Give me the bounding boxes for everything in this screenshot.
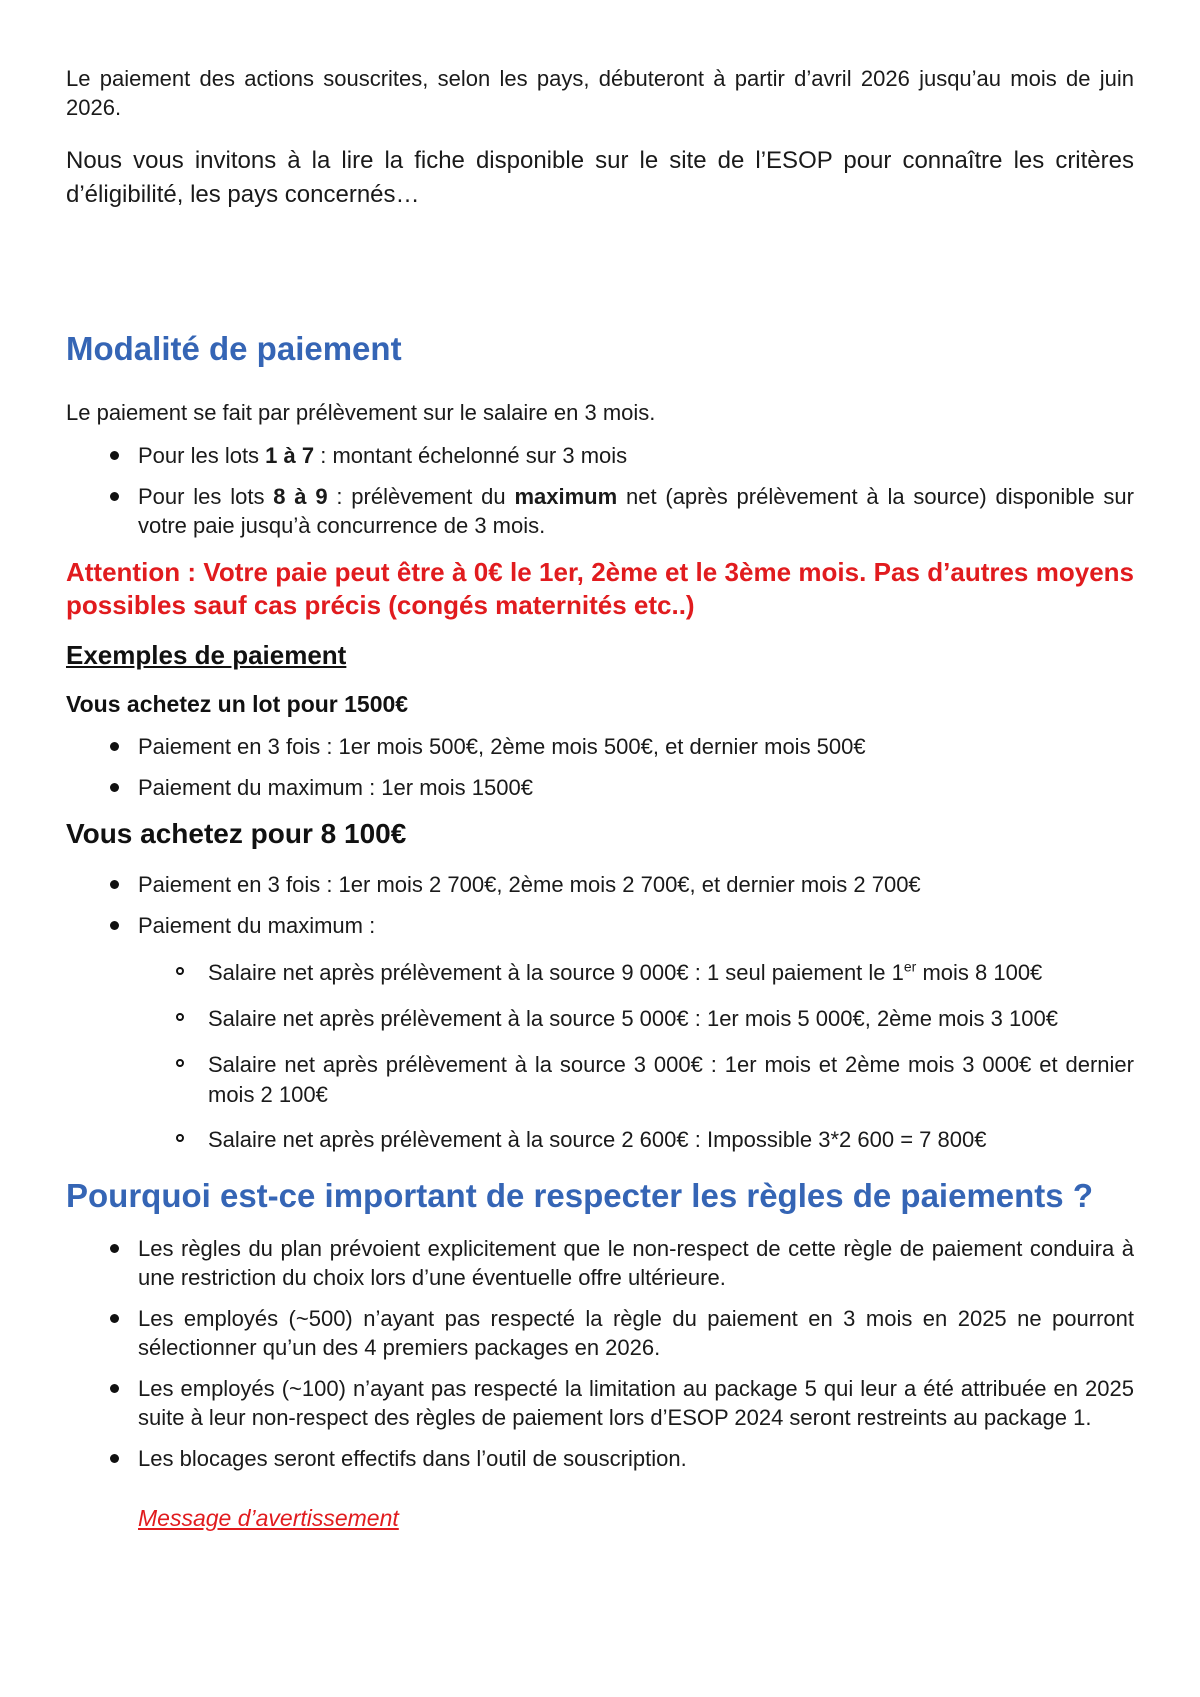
heading-why-respect-rules: Pourquoi est-ce important de respecter les règles de paiements ? [66, 1176, 1093, 1214]
bullet-lots-1-7-bold: 1 à 7 [265, 443, 315, 469]
modalite-bullet-list [66, 441, 1134, 540]
bullet-1500-3-fois: Paiement en 3 fois : 1er mois 500€, 2ème mois 500€, et dernier mois 500€ [66, 732, 1134, 761]
intro-paragraph-esop-site: Nous vous invitons à la lire la fiche disponible sur le site de l’ESOP pour connaître les critères d’éligibilité, les pays concernés… [66, 147, 1134, 209]
bullet-employees-500: Les employés (~500) n’ayant pas respecté la règle du paiement en 3 mois en 2025 ne pourront sélectionner qu’un des 4 premiers packages en 2026. [66, 1304, 1134, 1362]
sub-bullet-salary-2600: Salaire net après prélèvement à la source 2 600€ : Impossible 3*2 600 = 7 800€ [66, 1125, 1134, 1155]
bullet-lots-8-9-mid: : prélèvement du [327, 484, 515, 510]
sub-bullet-salary-5000: Salaire net après prélèvement à la source 5 000€ : 1er mois 5 000€, 2ème mois 3 100€ [66, 1004, 1134, 1034]
attention-warning-text: Attention : Votre paie peut être à 0€ le 1er, 2ème et le 3ème mois. Pas d’autres moyens possibles sauf cas précis (congés maternités etc..) [66, 557, 1134, 621]
bullet-8100-3-fois: Paiement en 3 fois : 1er mois 2 700€, 2ème mois 2 700€, et dernier mois 2 700€ [66, 870, 1134, 899]
heading-example-8100: Vous achetez pour 8 100€ [66, 818, 407, 850]
bullet-8100-maximum: Paiement du maximum : [66, 911, 1134, 940]
sub-bullet-salary-9000 [66, 958, 1134, 988]
intro-paragraph-payment-dates: Le paiement des actions souscrites, selon les pays, débuteront à partir d’avril 2026 jusqu’au mois de juin 2026. [66, 66, 1134, 121]
warning-message-link[interactable]: Message d’avertissement [138, 1504, 399, 1531]
bullet-1500-maximum: Paiement du maximum : 1er mois 1500€ [66, 773, 1134, 802]
sub-bullet-salary-3000: Salaire net après prélèvement à la source 3 000€ : 1er mois et 2ème mois 3 000€ et dernier mois 2 100€ [66, 1050, 1134, 1109]
example-1500-bullet-list [66, 732, 1134, 802]
bullet-lots-8-9-bold-maximum: maximum [514, 484, 618, 510]
bullet-lots-1-7 [66, 441, 1134, 470]
heading-modalite-de-paiement: Modalité de paiement [66, 330, 402, 368]
heading-example-1500: Vous achetez un lot pour 1500€ [66, 691, 409, 718]
bullet-lots-8-9-bold-range: 8 à 9 [273, 484, 328, 510]
bullet-employees-100: Les employés (~100) n’ayant pas respecté la limitation au package 5 qui leur a été attribuée en 2025 suite à leur non-respect des règles de paiement lors d’ESOP 2024 seront restreints au package 1. [66, 1374, 1134, 1432]
sub-bullet-9000-pre: Salaire net après prélèvement à la source 9 000€ : 1 seul paiement le 1 [208, 960, 904, 986]
bullet-plan-rules: Les règles du plan prévoient explicitement que le non-respect de cette règle de paiement conduira à une restriction du choix lors d’une éventuelle offre ultérieure. [66, 1234, 1134, 1292]
bullet-lots-1-7-post: : montant échelonné sur 3 mois [314, 443, 628, 469]
bullet-lots-1-7-pre: Pour les lots [138, 443, 266, 469]
modalite-intro-text: Le paiement se fait par prélèvement sur le salaire en 3 mois. [66, 400, 656, 426]
sub-bullet-9000-post: mois 8 100€ [916, 960, 1043, 986]
bullet-lots-8-9-pre: Pour les lots [138, 484, 274, 510]
heading-exemples-de-paiement: Exemples de paiement [66, 640, 347, 671]
superscript-er: er [903, 959, 917, 976]
why-bullet-list [66, 1234, 1134, 1473]
bullet-lots-8-9-post: net (après prélèvement à la source) disponible sur votre paie jusqu’à concurrence de 3 mois. [138, 484, 1134, 539]
bullet-blocages: Les blocages seront effectifs dans l’outil de souscription. [66, 1444, 1134, 1473]
example-8100-sub-bullet-list [66, 958, 1134, 1154]
bullet-lots-8-9 [66, 482, 1134, 540]
example-8100-bullet-list [66, 870, 1134, 940]
